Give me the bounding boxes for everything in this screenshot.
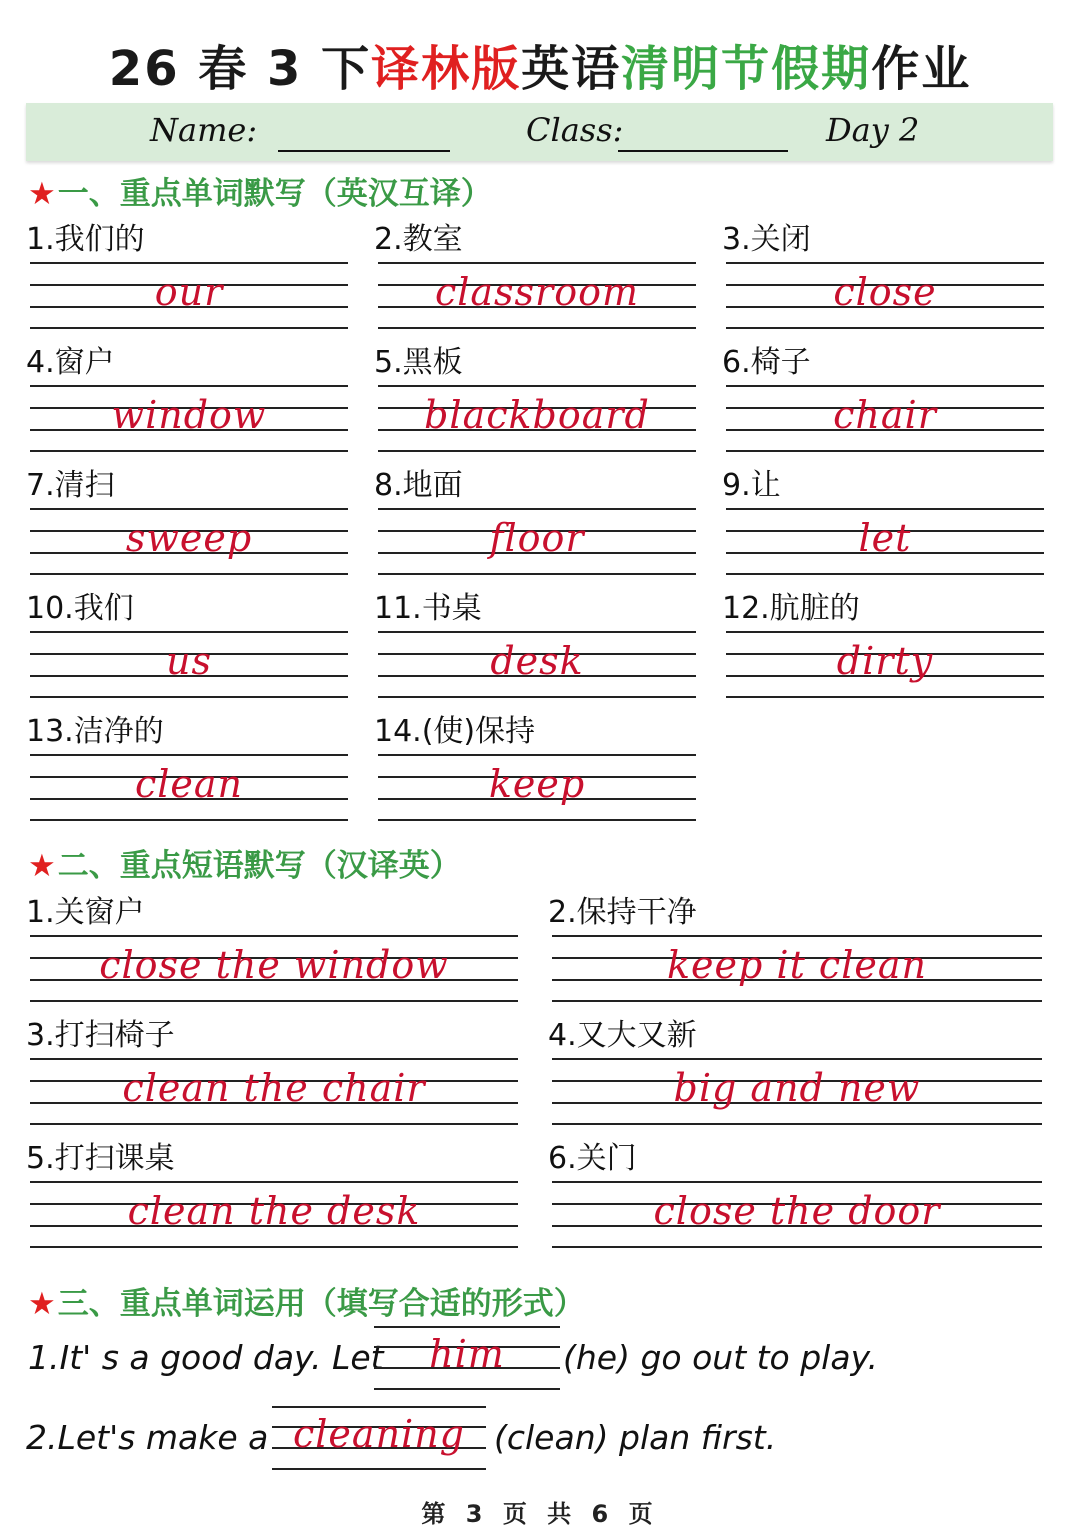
sentence-1-blank (374, 1326, 560, 1390)
writing-lines (726, 262, 1044, 328)
class-label: Class: (526, 111, 624, 149)
vocab-item-answer: sweep (125, 516, 253, 560)
vocab-item (26, 214, 351, 332)
vocab-item (374, 583, 699, 701)
section2-heading (28, 840, 461, 885)
class-blank-line (618, 150, 788, 152)
title-part-edition: 译林版 (371, 41, 522, 97)
vocab-item (26, 337, 351, 455)
vocab-item-answer: desk (490, 639, 584, 683)
vocab-item-label: 10.我们 (26, 591, 134, 626)
phrase-item-label: 5.打扫课桌 (26, 1141, 175, 1176)
writing-lines (30, 385, 348, 451)
writing-lines (30, 508, 348, 574)
phrase-item (548, 1010, 1048, 1128)
phrase-item-answer: clean the desk (127, 1189, 421, 1233)
phrase-item-answer: close the window (99, 943, 449, 987)
vocab-item-answer: classroom (434, 270, 640, 314)
name-class-bar (26, 103, 1053, 161)
vocab-item-answer: dirty (836, 639, 934, 683)
vocab-item-answer: let (858, 516, 912, 560)
star-icon: ★ (28, 1286, 56, 1322)
title-part-holiday: 清明节假期 (621, 41, 872, 97)
page-footer: 第 3 页 共 6 页 (421, 1500, 659, 1528)
section2-heading-text: 二、重点短语默写（汉译英） (57, 848, 461, 884)
star-icon: ★ (28, 176, 56, 212)
phrase-item-label: 1.关窗户 (26, 895, 145, 930)
writing-lines (30, 631, 348, 697)
phrase-item (26, 1133, 521, 1251)
vocab-item-answer: chair (833, 393, 937, 437)
sentence-2-before: 2.Let's make a (26, 1418, 269, 1457)
writing-lines (30, 935, 518, 1001)
section1-heading (28, 168, 492, 213)
phrase-item-answer: clean the chair (122, 1066, 426, 1110)
vocab-item-label: 11.书桌 (374, 591, 482, 626)
phrase-item-label: 3.打扫椅子 (26, 1018, 175, 1053)
phrase-item (26, 1010, 521, 1128)
writing-lines (552, 1058, 1042, 1124)
vocab-item-label: 14.(使)保持 (374, 714, 536, 749)
vocab-item-answer: our (154, 270, 224, 314)
vocab-item-label: 13.洁净的 (26, 714, 164, 749)
section3-heading (28, 1278, 585, 1323)
vocab-item (374, 460, 699, 578)
vocab-item (722, 583, 1047, 701)
writing-lines (30, 262, 348, 328)
phrase-item-label: 6.关门 (548, 1141, 637, 1176)
vocab-item (26, 583, 351, 701)
vocab-item-label: 1.我们的 (26, 222, 145, 257)
writing-lines (30, 1181, 518, 1247)
vocab-item (26, 460, 351, 578)
day-label: Day 2 (826, 111, 920, 149)
phrase-item-answer: big and new (673, 1066, 921, 1110)
vocab-item-label: 2.教室 (374, 222, 463, 257)
vocab-item (722, 460, 1047, 578)
writing-lines (726, 631, 1044, 697)
sentence-1-answer: him (429, 1332, 505, 1376)
writing-lines (726, 385, 1044, 451)
vocab-item-label: 5.黑板 (374, 345, 463, 380)
page-title (0, 30, 1080, 99)
title-part-grade: 26 春 3 下 (108, 41, 372, 97)
sentence-1-before: 1.It' s a good day. Let (28, 1338, 384, 1377)
vocab-item (374, 214, 699, 332)
writing-lines (378, 262, 696, 328)
sentence-1-after: (he) go out to play. (563, 1338, 879, 1377)
vocab-item-answer: close (833, 270, 937, 314)
writing-lines (30, 1058, 518, 1124)
title-part-subject: 英语 (521, 41, 622, 97)
phrase-item-label: 4.又大又新 (548, 1018, 697, 1053)
vocab-item (722, 337, 1047, 455)
writing-lines (378, 754, 696, 820)
vocab-item-label: 8.地面 (374, 468, 463, 503)
vocab-item (26, 706, 351, 824)
writing-lines (378, 508, 696, 574)
phrase-item (548, 1133, 1048, 1251)
phrase-item-answer: keep it clean (667, 943, 927, 987)
sentence-2-answer: cleaning (292, 1412, 465, 1456)
vocab-item (374, 337, 699, 455)
vocab-item-answer: us (166, 639, 212, 683)
section1-heading-text: 一、重点单词默写（英汉互译） (57, 176, 492, 212)
name-label: Name: (150, 111, 258, 149)
sentence-2-blank (272, 1406, 486, 1470)
phrase-item-answer: close the door (653, 1189, 941, 1233)
phrase-item (548, 887, 1048, 1005)
writing-lines (552, 1181, 1042, 1247)
sentence-2-after: (clean) plan first. (494, 1418, 777, 1457)
vocab-item (722, 214, 1047, 332)
vocab-item-label: 4.窗户 (26, 345, 115, 380)
vocab-item (374, 706, 699, 824)
phrase-item (26, 887, 521, 1005)
writing-lines (378, 385, 696, 451)
vocab-item-answer: keep (488, 762, 586, 806)
vocab-item-answer: window (111, 393, 267, 437)
section3-heading-text: 三、重点单词运用（填写合适的形式） (57, 1286, 585, 1322)
writing-lines (378, 631, 696, 697)
vocab-item-label: 3.关闭 (722, 222, 811, 257)
name-blank-line (278, 150, 450, 152)
title-part-homework: 作业 (871, 41, 972, 97)
vocab-item-label: 12.肮脏的 (722, 591, 860, 626)
writing-lines (552, 935, 1042, 1001)
vocab-item-answer: clean (134, 762, 244, 806)
writing-lines (30, 754, 348, 820)
vocab-item-answer: blackboard (424, 393, 650, 437)
writing-lines (726, 508, 1044, 574)
vocab-item-label: 6.椅子 (722, 345, 811, 380)
phrase-item-label: 2.保持干净 (548, 895, 697, 930)
vocab-item-label: 7.清扫 (26, 468, 115, 503)
star-icon: ★ (28, 848, 56, 884)
vocab-item-answer: floor (489, 516, 585, 560)
vocab-item-label: 9.让 (722, 468, 781, 503)
